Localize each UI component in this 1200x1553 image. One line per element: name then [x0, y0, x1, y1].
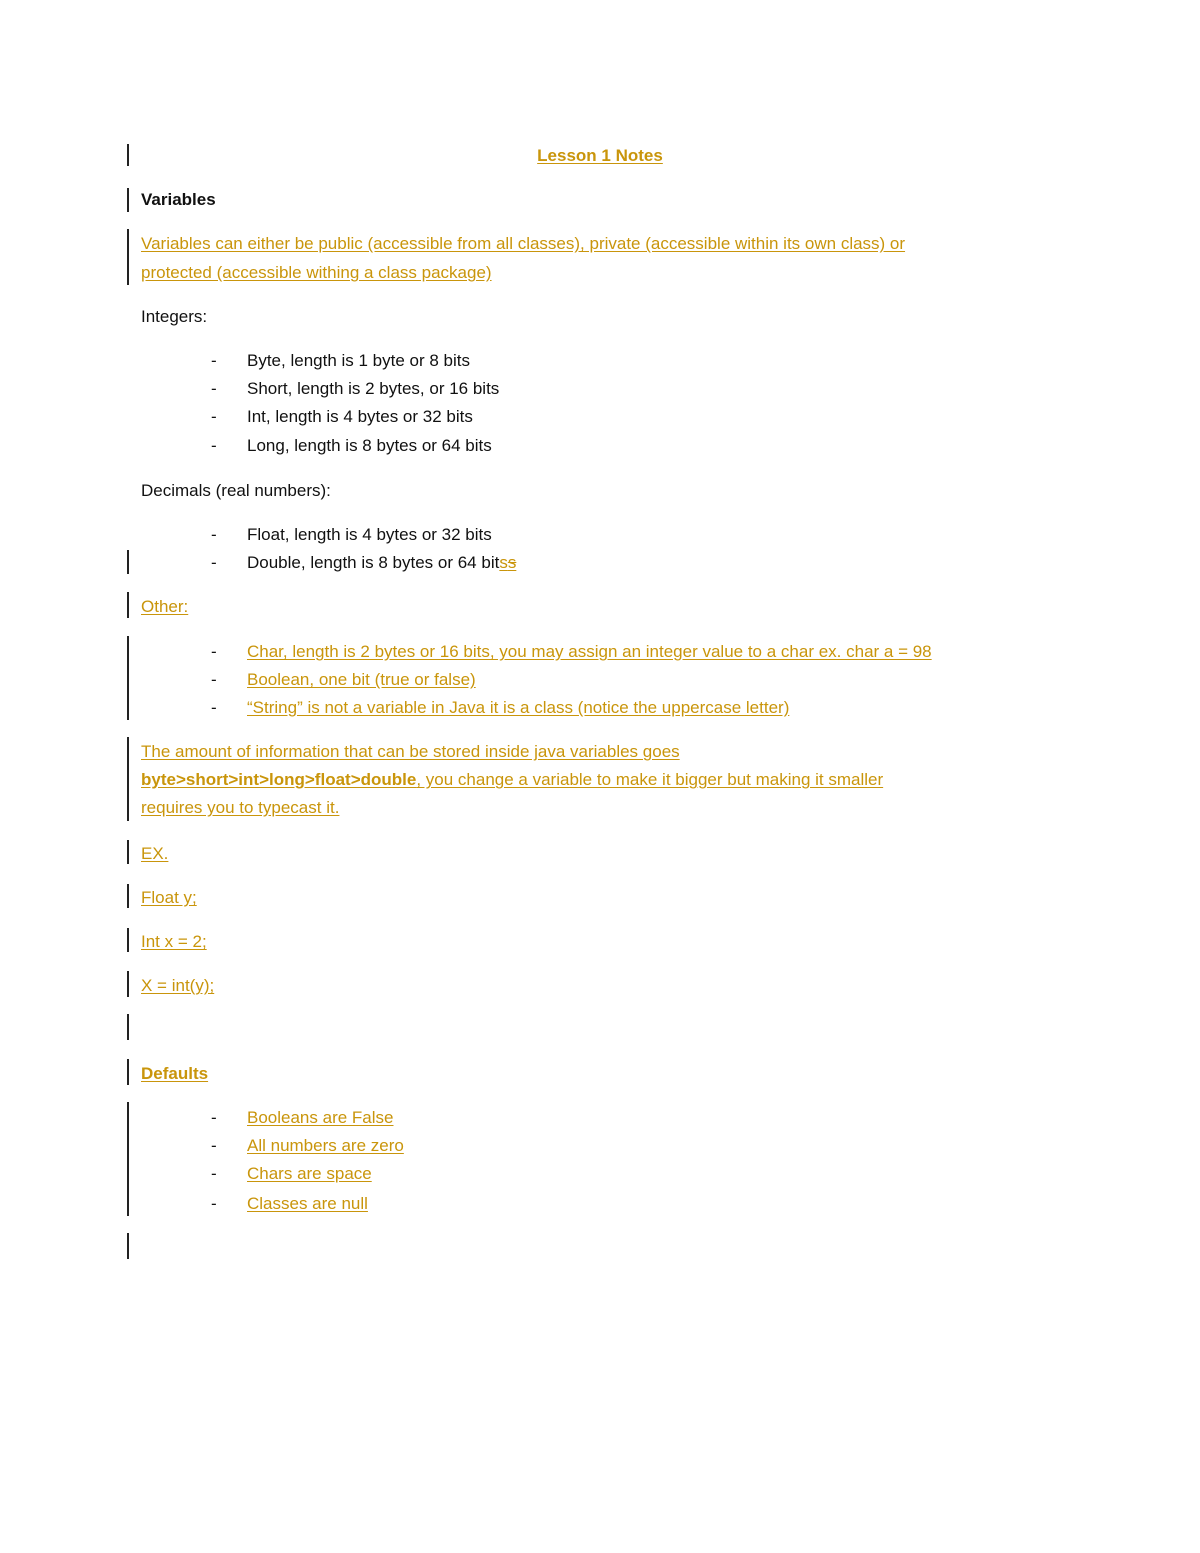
decimal-item-text: Double, length is 8 bytes or 64 bit [247, 553, 500, 572]
bullet-dash: - [211, 553, 217, 572]
change-bar [127, 1102, 129, 1216]
bullet-dash: - [211, 642, 217, 661]
change-bar [127, 1014, 129, 1040]
bullet-dash: - [211, 1108, 217, 1127]
inserted-char: s [499, 553, 508, 572]
change-bar [127, 550, 129, 574]
default-item: Chars are space [247, 1164, 372, 1183]
change-bar [127, 928, 129, 952]
default-item: Classes are null [247, 1194, 368, 1213]
variables-heading: Variables [141, 190, 216, 209]
integer-item: Short, length is 2 bytes, or 16 bits [247, 379, 500, 398]
amount-line1: The amount of information that can be stored inside java variables goes [141, 742, 680, 761]
integer-item: Long, length is 8 bytes or 64 bits [247, 436, 492, 455]
default-item: All numbers are zero [247, 1136, 404, 1155]
decimal-item: Float, length is 4 bytes or 32 bits [247, 525, 492, 544]
change-bar [127, 188, 129, 212]
bullet-dash: - [211, 407, 217, 426]
change-bar [127, 737, 129, 821]
other-item: Char, length is 2 bytes or 16 bits, you may assign an integer value to a char ex. char a = 98 [247, 642, 932, 661]
bullet-dash: - [211, 1136, 217, 1155]
bullet-dash: - [211, 1164, 217, 1183]
bullet-dash: - [211, 351, 217, 370]
code-line: X = int(y); [141, 976, 215, 995]
integer-item: Int, length is 4 bytes or 32 bits [247, 407, 473, 426]
integer-item: Byte, length is 1 byte or 8 bits [247, 351, 471, 370]
bullet-dash: - [211, 698, 217, 717]
defaults-heading: Defaults [141, 1064, 209, 1083]
decimal-item-double [247, 552, 516, 574]
variables-desc-line1: Variables can either be public (accessible from all classes), private (accessible within its own class) or [141, 234, 906, 253]
bullet-dash: - [211, 436, 217, 455]
decimals-heading: Decimals (real numbers): [141, 481, 331, 500]
bullet-dash: - [211, 525, 217, 544]
bullet-dash: - [211, 1194, 217, 1213]
bullet-dash: - [211, 670, 217, 689]
change-bar [127, 592, 129, 618]
change-bar [127, 229, 129, 285]
other-item: Boolean, one bit (true or false) [247, 670, 476, 689]
code-line: Float y; [141, 888, 197, 907]
doc-title-row [0, 145, 1200, 167]
other-heading: Other: [141, 597, 189, 616]
bullet-dash: - [211, 379, 217, 398]
code-line: Int x = 2; [141, 932, 207, 951]
change-bar [127, 840, 129, 864]
change-bar [127, 1233, 129, 1259]
integers-heading: Integers: [141, 307, 208, 326]
doc-title: Lesson 1 Notes [537, 146, 663, 165]
deleted-char: s [507, 553, 517, 572]
amount-line3: requires you to typecast it. [141, 798, 340, 817]
amount-line2-text: , you change a variable to make it bigger but making it smaller [416, 770, 884, 789]
change-bar [127, 971, 129, 997]
variables-desc-line2: protected (accessible withing a class package) [141, 263, 492, 282]
change-bar [127, 1059, 129, 1085]
type-order: byte>short>int>long>float>double [141, 770, 417, 789]
change-bar [127, 636, 129, 720]
change-bar [127, 884, 129, 908]
amount-line2 [141, 769, 883, 791]
example-label: EX. [141, 844, 169, 863]
other-item: “String” is not a variable in Java it is a class (notice the uppercase letter) [247, 698, 790, 717]
default-item: Booleans are False [247, 1108, 394, 1127]
